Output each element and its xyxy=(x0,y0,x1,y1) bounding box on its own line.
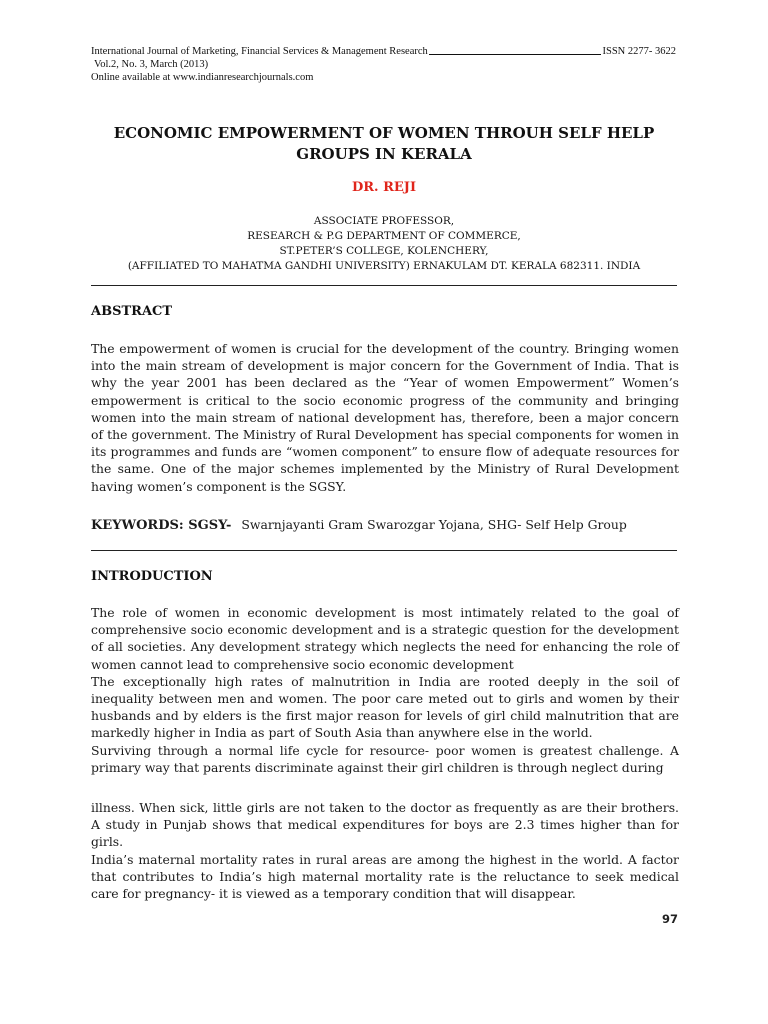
keywords-label: KEYWORDS: SGSY- xyxy=(91,518,232,533)
journal-name: International Journal of Marketing, Financial Services & Management Research xyxy=(91,46,428,57)
abstract-text: The empowerment of women is crucial for the development of the country. Bringing women into the main stream of development is major concern for the Government of India. That is why the year 2001 has been declared as the “Year of women Empowerment” Women’s empowerment is critical to the socio economic progress of the community and bringing women into the main stream of national development has, therefore, been a major concern of the government. The Ministry of Rural Development has special components for women in its programmes and funds are “women component” to ensure flow of adequate resources for the same. One of the major schemes implemented by the Ministry of Rural Development having women’s component is the SGSY. xyxy=(91,341,679,494)
volume-info: Vol.2, No. 3, March (2013) xyxy=(94,59,209,70)
title-line-2: GROUPS IN KERALA xyxy=(296,145,472,163)
page-number: 97 xyxy=(661,912,678,926)
header-rule xyxy=(429,45,602,55)
affiliation-line: ASSOCIATE PROFESSOR, xyxy=(313,215,455,227)
introduction-continued xyxy=(91,799,679,902)
section-divider xyxy=(91,550,677,551)
paragraph: India’s maternal mortality rates in rural areas are among the highest in the world. A factor that contributes to India’s high maternal mortality rate is the reluctance to seek medical care for pregnancy- it is viewed as a temporary condition that will disappear. xyxy=(91,851,679,902)
paper-title xyxy=(90,123,678,165)
paragraph: The exceptionally high rates of malnutrition in India are rooted deeply in the soil of inequality between men and women. The poor care meted out to girls and women by their husbands and by elders is the first major reason for levels of girl child malnutrition that are markedly higher in India as part of South Asia than anywhere else in the world. xyxy=(91,673,679,741)
title-line-1: ECONOMIC EMPOWERMENT OF WOMEN THROUH SELF HELP xyxy=(113,124,655,142)
keywords xyxy=(91,517,679,533)
introduction-heading: INTRODUCTION xyxy=(91,569,213,584)
affiliation-line: (AFFILIATED TO MAHATMA GANDHI UNIVERSITY) ERNAKULAM DT. KERALA 682311. INDIA xyxy=(127,260,641,272)
introduction-body xyxy=(91,604,679,776)
paragraph: illness. When sick, little girls are not taken to the doctor as frequently as are their brothers. A study in Punjab shows that medical expenditures for boys are 2.3 times higher than for girls. xyxy=(91,800,679,850)
author-name: DR. REJI xyxy=(351,180,417,195)
affiliation xyxy=(90,214,678,274)
keywords-text: Swarnjayanti Gram Swarozgar Yojana, SHG- Self Help Group xyxy=(241,517,627,532)
journal-header-line xyxy=(91,45,676,58)
issn: ISSN 2277- 3622 xyxy=(602,46,676,57)
affiliation-line: ST.PETER’S COLLEGE, KOLENCHERY, xyxy=(279,245,489,257)
paragraph: The role of women in economic development is most intimately related to the goal of comprehensive socio economic development and is a strategic question for the development of all societies. Any development strategy which neglects the need for enhancing the role of women cannot lead to comprehensive socio economic development xyxy=(91,605,679,672)
section-divider xyxy=(91,285,677,286)
affiliation-line: RESEARCH & P.G DEPARTMENT OF COMMERCE, xyxy=(247,230,521,242)
paragraph: Surviving through a normal life cycle for resource- poor women is greatest challenge. A primary way that parents discriminate against their girl children is through neglect during xyxy=(91,742,679,775)
online-info: Online available at www.indianresearchjournals.com xyxy=(91,72,314,83)
journal-header xyxy=(91,45,676,84)
abstract-heading: ABSTRACT xyxy=(91,304,173,319)
